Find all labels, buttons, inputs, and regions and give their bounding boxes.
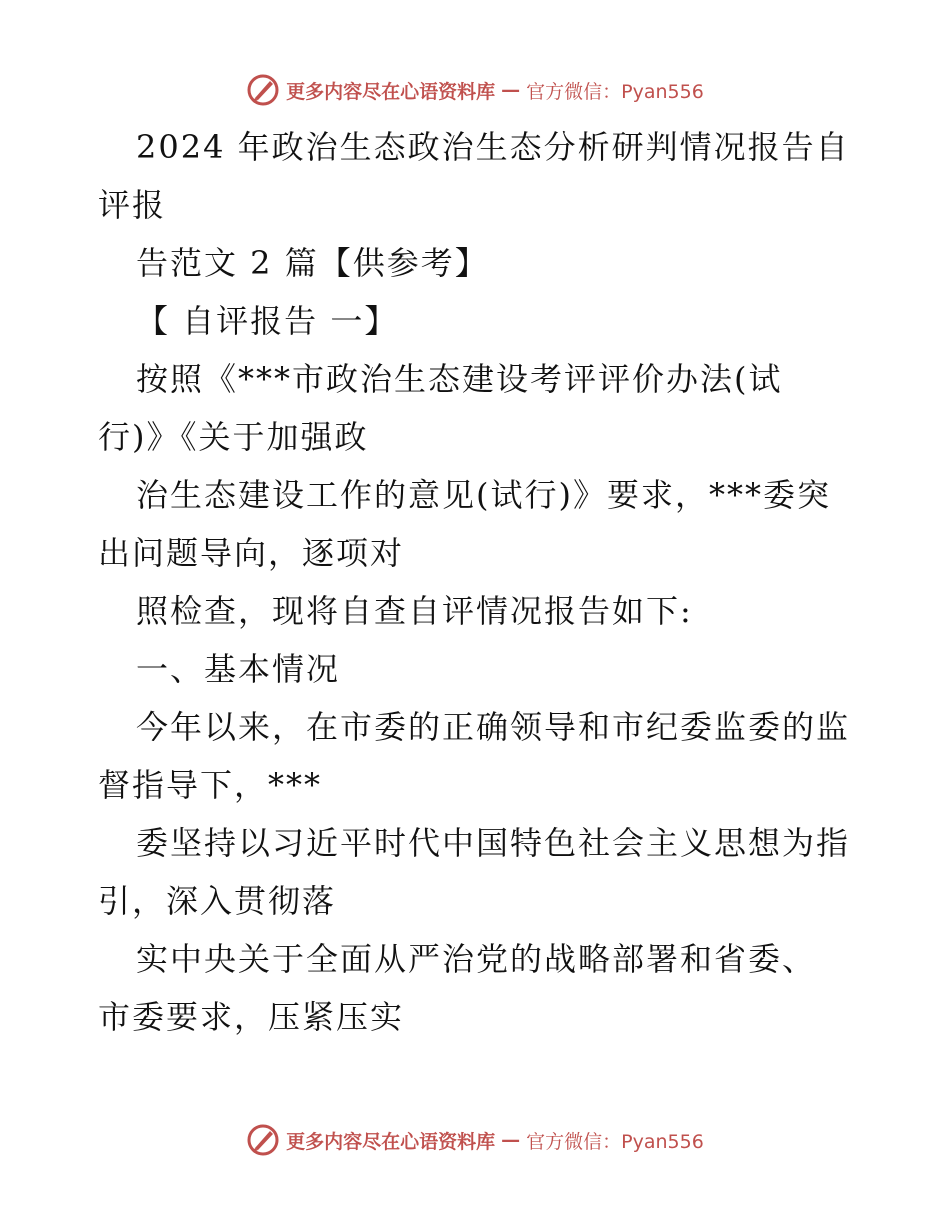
paragraph-line: 委坚持以习近平时代中国特色社会主义思想为指 (136, 824, 851, 862)
paragraph-line: 按照《***市政治生态建设考评评价办法(试 (136, 360, 783, 398)
footer-brand-text: 更多内容尽在心语资料库 (286, 1130, 496, 1153)
paragraph-line: 照检查，现将自查自评情况报告如下: (136, 592, 693, 630)
document-body (98, 118, 858, 1046)
quill-logo-icon (246, 1123, 280, 1157)
header-dash: — (501, 79, 521, 101)
header-brand-text: 更多内容尽在心语资料库 (286, 80, 496, 103)
paragraph-line: 行)》《关于加强政 (98, 418, 369, 456)
paragraph-line: 治生态建设工作的意见(试行)》要求，***委突 (136, 476, 831, 514)
paragraph-line: 今年以来，在市委的正确领导和市纪委监委的监 (136, 708, 851, 746)
footer-dash: — (501, 1129, 521, 1151)
paragraph-line: 市委要求，压紧压实 (98, 998, 405, 1036)
paragraph-line: 出问题导向，逐项对 (98, 534, 405, 572)
header-wechat-text: 官方微信：Pyan556 (526, 80, 704, 103)
title-line-2: 评报 (98, 186, 167, 224)
footer-banner (0, 1120, 950, 1160)
subheading-basic-situation: 一、基本情况 (136, 650, 341, 688)
paragraph-line: 引，深入贯彻落 (98, 882, 337, 920)
section-heading: 【 自评报告 一】 (136, 302, 399, 340)
quill-logo-icon (246, 73, 280, 107)
title-line-1: 2024 年政治生态政治生态分析研判情况报告自 (136, 128, 850, 166)
paragraph-line: 督指导下，*** (98, 766, 323, 804)
footer-wechat-text: 官方微信：Pyan556 (526, 1130, 704, 1153)
paragraph-line: 实中央关于全面从严治党的战略部署和省委、 (136, 940, 817, 978)
title-line-3: 告范文 2 篇【供参考】 (136, 244, 489, 282)
header-banner (0, 70, 950, 110)
